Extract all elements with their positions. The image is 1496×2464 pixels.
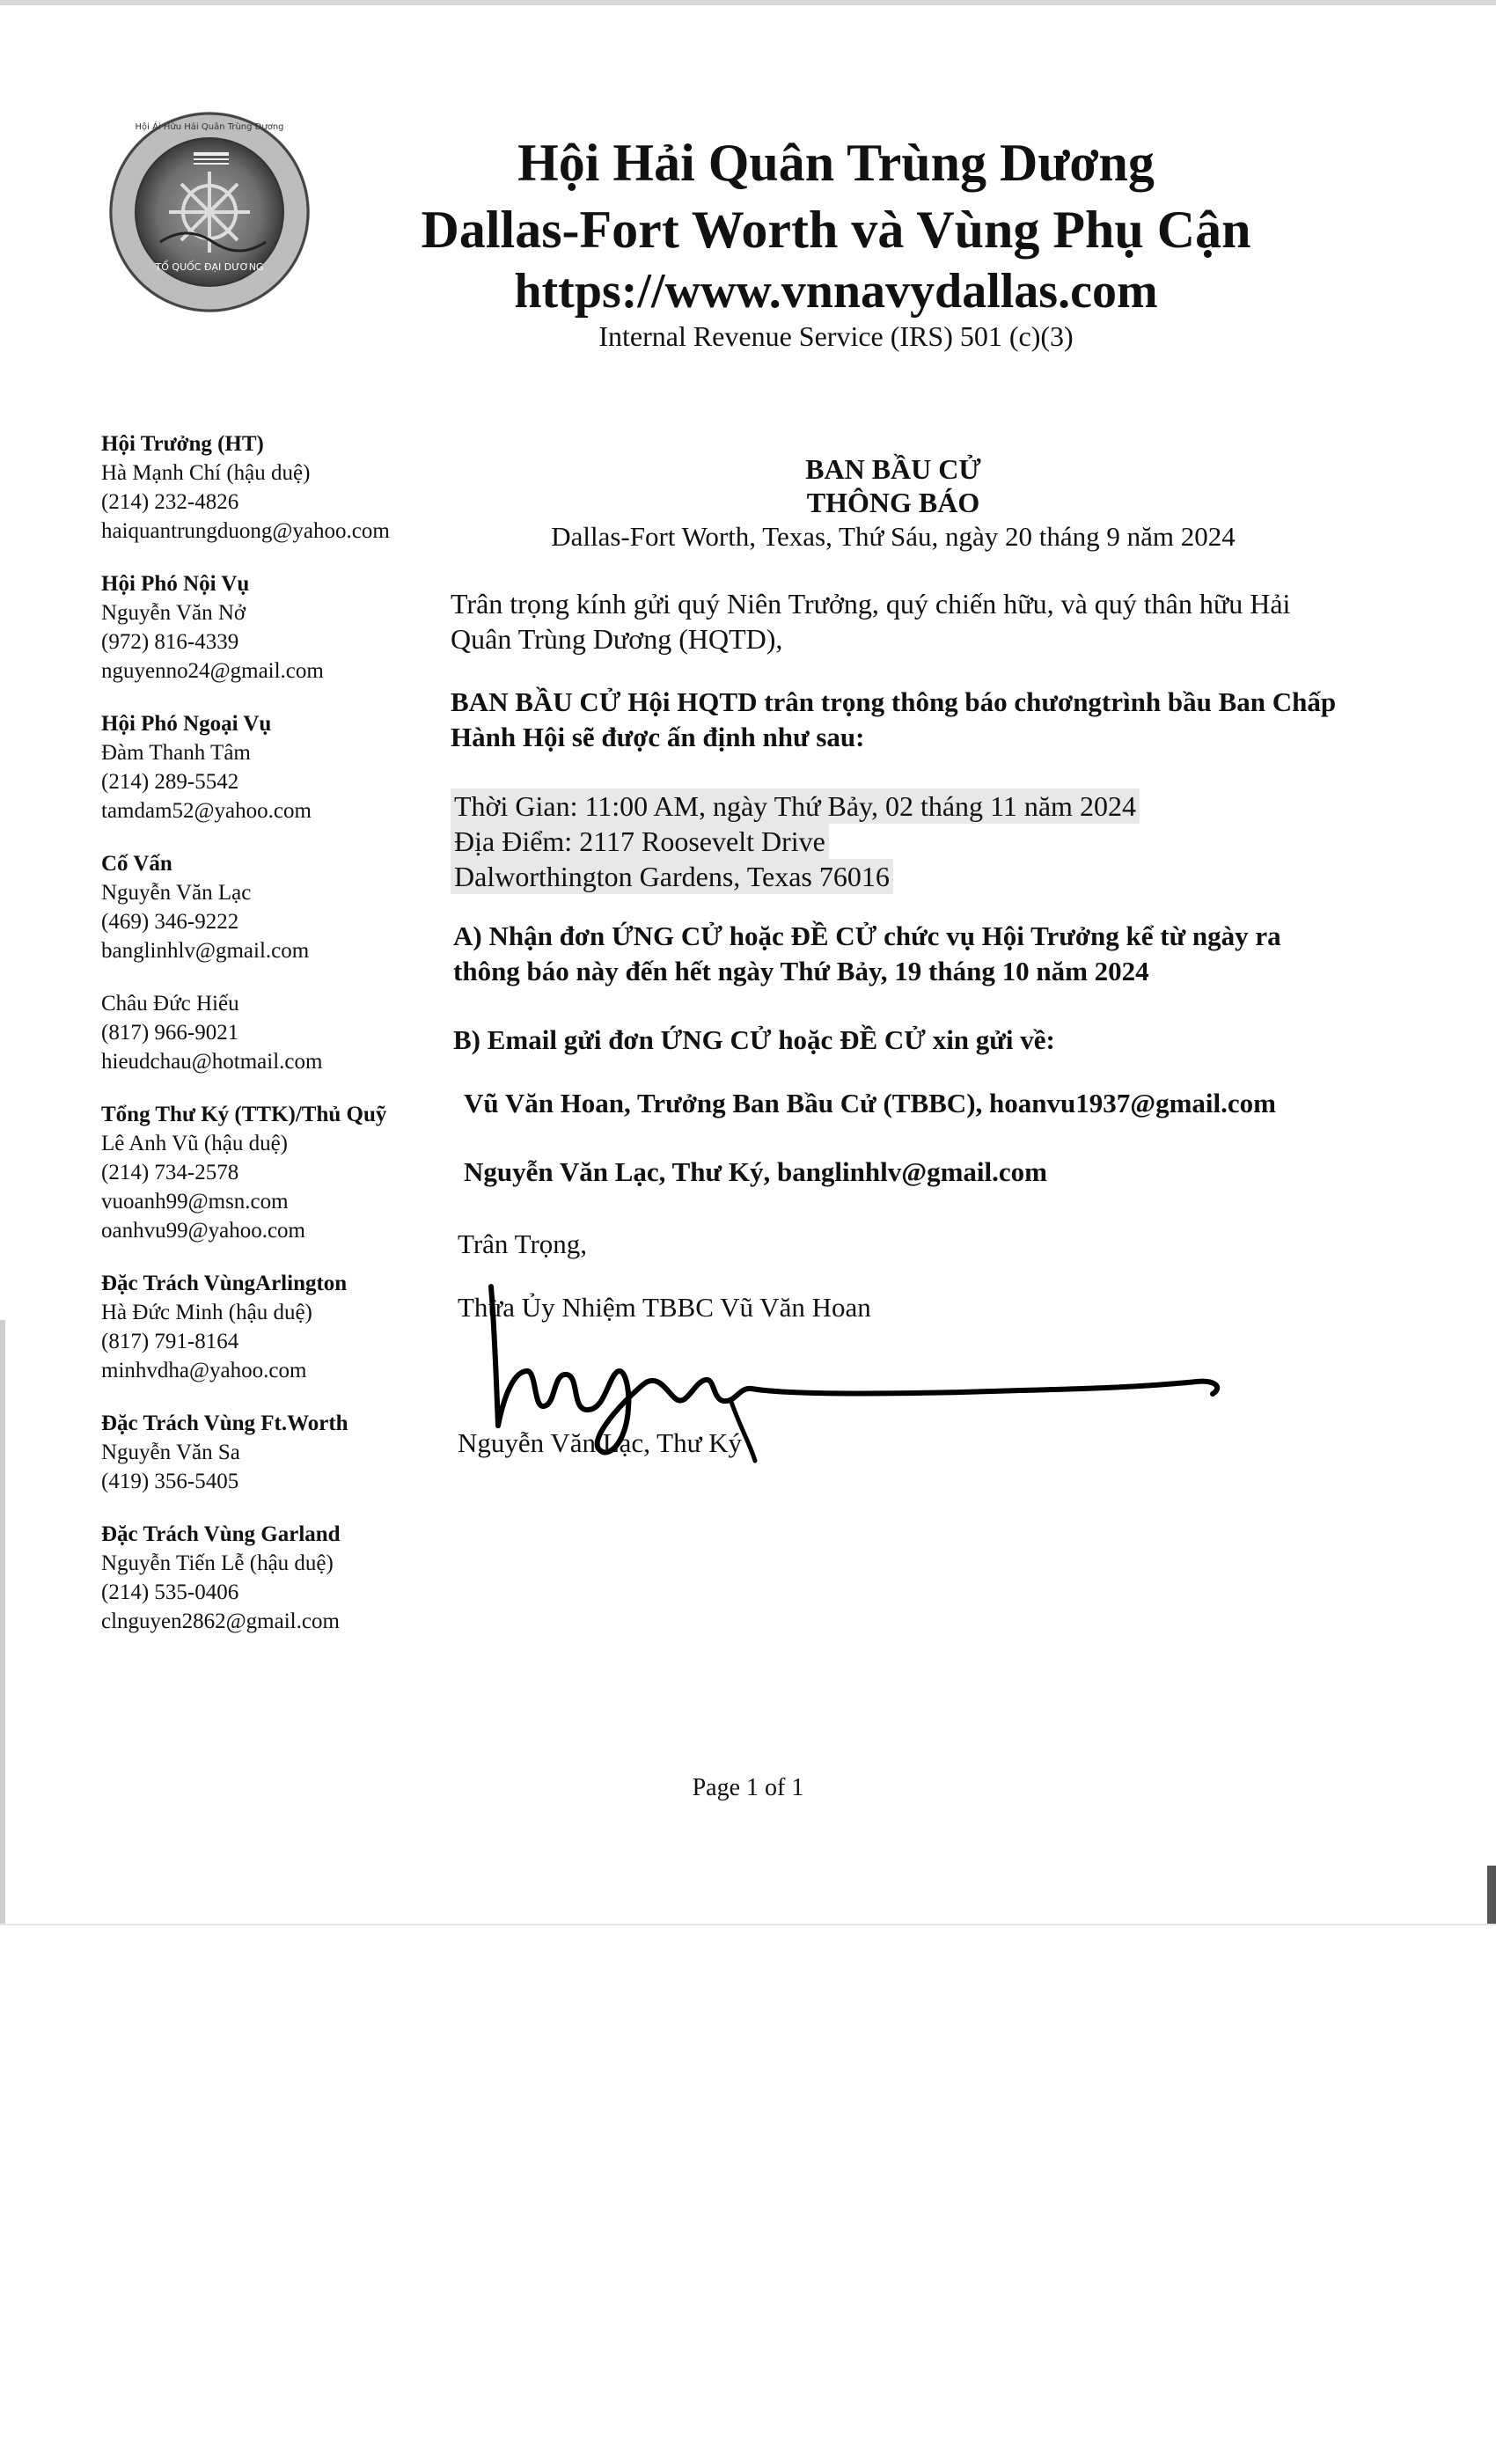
roster-role-title: Tổng Thư Ký (TTK)/Thủ Quỹ (101, 1103, 387, 1126)
notice-greeting: Trân trọng kính gửi quý Niên Trưởng, quý chiến hữu, và quý thân hữu Hải Quân Trùng Dương (HQTD), (451, 588, 1291, 655)
svg-text:Hội Ái Hữu Hải Quân Trùng Dươn: Hội Ái Hữu Hải Quân Trùng Dương (135, 122, 284, 132)
roster-role-title: Đặc Trách Vùng Ft.Worth (101, 1412, 348, 1435)
roster-detail-line: (214) 289-5542 (101, 770, 239, 794)
roster-detail-line: (419) 356-5405 (101, 1470, 239, 1493)
roster-detail-line: Lê Anh Vũ (hậu duệ) (101, 1132, 288, 1155)
contact-secretary: Nguyễn Văn Lạc, Thư Ký, banglinhlv@gmail.com (464, 1156, 1047, 1187)
event-details (451, 788, 1339, 894)
roster-detail-line: Nguyễn Văn Lạc (101, 881, 252, 905)
event-place-line2: Dalworthington Gardens, Texas 76016 (451, 859, 893, 894)
org-website-link[interactable]: https://www.vnnavydallas.com (514, 264, 1158, 319)
blank-area (0, 1925, 1496, 2464)
event-time: Thời Gian: 11:00 AM, ngày Thứ Bảy, 02 tháng 11 năm 2024 (451, 788, 1140, 824)
roster-email-link[interactable]: clnguyen2862@gmail.com (101, 1610, 340, 1633)
notice-item-b: B) Email gửi đơn ỨNG CỬ hoặc ĐỀ CỬ xin gửi về: (453, 1024, 1055, 1055)
contact-chair: Vũ Văn Hoan, Trưởng Ban Bầu Cử (TBBC), hoanvu1937@gmail.com (464, 1088, 1276, 1118)
notice-intro: BAN BẦU CỬ Hội HQTD trân trọng thông báo chươngtrình bầu Ban Chấp Hành Hội sẽ được ấn định như sau: (451, 686, 1337, 752)
org-region: Dallas-Fort Worth và Vùng Phụ Cận (421, 201, 1251, 259)
roster-role-title: Hội Phó Nội Vụ (101, 572, 250, 596)
roster-role-title: Cố Vấn (101, 852, 172, 876)
roster-detail-line: Hà Đức Minh (hậu duệ) (101, 1301, 312, 1324)
roster-group (101, 989, 453, 1076)
roster-detail-line: Nguyễn Văn Sa (101, 1441, 240, 1464)
roster-detail-line: (469) 346-9222 (101, 910, 239, 934)
roster-email-link[interactable]: banglinhlv@gmail.com (101, 939, 310, 963)
roster-detail-line: (972) 816-4339 (101, 630, 239, 654)
notice-dateline: Dallas-Fort Worth, Texas, Thứ Sáu, ngày 20 tháng 9 năm 2024 (551, 521, 1236, 552)
roster-email-link[interactable]: haiquantrungduong@yahoo.com (101, 519, 390, 543)
roster-group (101, 569, 453, 686)
roster-group (101, 1520, 453, 1636)
roster-group (101, 1269, 453, 1385)
svg-text:TỔ QUỐC ĐẠI DƯƠNG: TỔ QUỐC ĐẠI DƯƠNG (155, 261, 264, 273)
notice-item-a: A) Nhận đơn ỨNG CỬ hoặc ĐỀ CỬ chức vụ Hội Trưởng kể từ ngày ra thông báo này đến hết ngày Thứ Bảy, 19 tháng 10 năm 2024 (453, 920, 1281, 986)
roster-role-title: Hội Phó Ngoại Vụ (101, 712, 272, 736)
roster-detail-line: (817) 791-8164 (101, 1330, 239, 1353)
roster-detail-line: Nguyễn Tiến Lễ (hậu duệ) (101, 1551, 334, 1575)
roster-detail-line: (214) 734-2578 (101, 1161, 239, 1184)
roster-detail-line: (817) 966-9021 (101, 1021, 239, 1045)
scan-top-edge (0, 0, 1496, 5)
roster-detail-line: Hà Mạnh Chí (hậu duệ) (101, 461, 311, 485)
roster-role-title: Đặc Trách VùngArlington (101, 1272, 348, 1295)
notice-signer: Nguyễn Văn Lạc, Thư Ký (458, 1427, 743, 1458)
roster-email-link[interactable]: nguyenno24@gmail.com (101, 659, 324, 683)
roster-group (101, 849, 453, 965)
event-place-line1: Địa Điểm: 2117 Roosevelt Drive (451, 824, 829, 859)
roster-email-link[interactable]: hieudchau@hotmail.com (101, 1050, 323, 1074)
roster-role-title: Hội Trưởng (HT) (101, 432, 264, 456)
roster-email-link[interactable]: vuoanh99@msn.com (101, 1190, 289, 1214)
roster-group (101, 1100, 453, 1245)
roster-role-title: Đặc Trách Vùng Garland (101, 1522, 341, 1546)
notice-closing: Trân Trọng, (458, 1228, 588, 1259)
organization-seal-logo (107, 110, 312, 314)
scan-right-edge (1487, 1866, 1496, 1927)
roster-email-link[interactable]: tamdam52@yahoo.com (101, 799, 312, 823)
roster-detail-line: Đàm Thanh Tâm (101, 741, 251, 765)
roster-detail-line: (214) 232-4826 (101, 490, 239, 514)
irs-status: Internal Revenue Service (IRS) 501 (c)(3) (598, 320, 1074, 352)
scan-left-edge (0, 1320, 5, 1925)
notice-committee: BAN BẦU CỬ (805, 453, 981, 485)
roster-group (101, 709, 453, 825)
roster-detail-line: (214) 535-0406 (101, 1580, 239, 1604)
roster-group (101, 1409, 453, 1496)
notice-title: THÔNG BÁO (806, 487, 980, 518)
officer-roster-sidebar (101, 429, 453, 1660)
roster-detail-line: Nguyễn Văn Nở (101, 601, 246, 625)
roster-group (101, 429, 453, 546)
org-name: Hội Hải Quân Trùng Dương (517, 134, 1155, 192)
roster-email-link[interactable]: minhvdha@yahoo.com (101, 1359, 307, 1382)
roster-email-link[interactable]: oanhvu99@yahoo.com (101, 1219, 306, 1243)
notice-on-behalf: Thừa Ủy Nhiệm TBBC Vũ Văn Hoan (458, 1292, 871, 1323)
roster-detail-line: Châu Đức Hiếu (101, 992, 239, 1016)
page-number: Page 1 of 1 (692, 1774, 804, 1801)
